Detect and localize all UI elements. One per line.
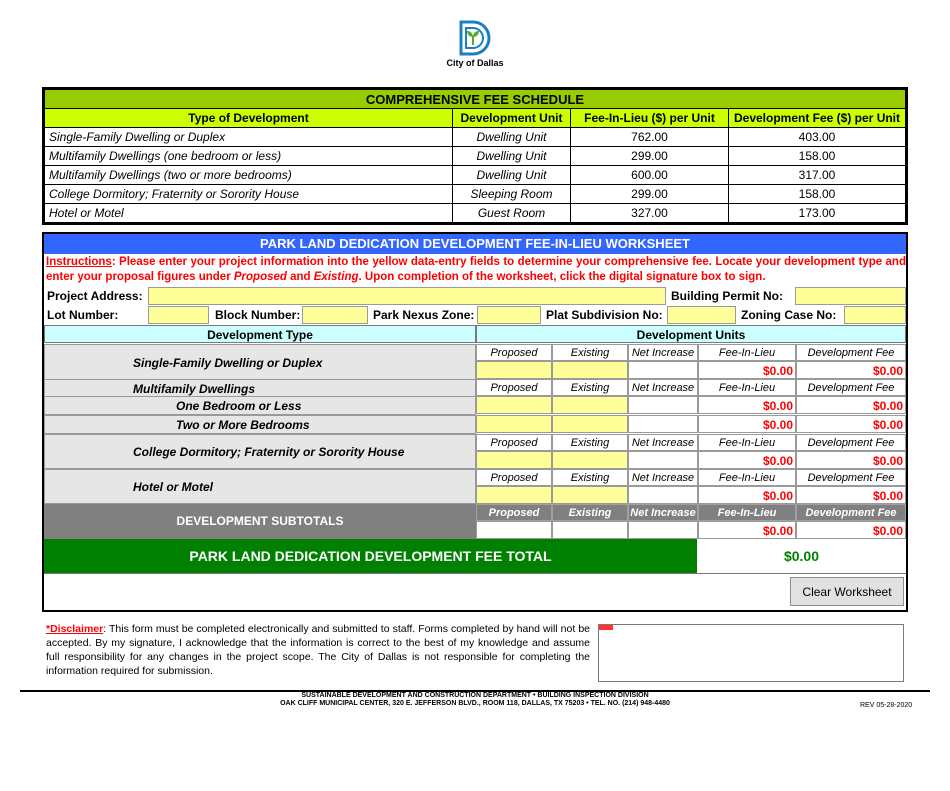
col-header-fee-in-lieu: Fee-In-Lieu ($) per Unit bbox=[571, 109, 729, 128]
row-type: Single-Family Dwelling or Duplex bbox=[45, 128, 453, 147]
hotel-motel-dev-fee: $0.00 bbox=[796, 486, 906, 504]
block-number-input[interactable] bbox=[302, 306, 368, 324]
plat-subdivision-input[interactable] bbox=[667, 306, 736, 324]
row-unit: Sleeping Room bbox=[453, 185, 571, 204]
park-nexus-zone-label: Park Nexus Zone: bbox=[373, 308, 475, 322]
row-fee-in-lieu: 299.00 bbox=[571, 185, 729, 204]
digital-signature-box[interactable] bbox=[598, 624, 904, 682]
subtotal-net-increase-header: Net Increase bbox=[628, 504, 698, 521]
row-unit: Dwelling Unit bbox=[453, 166, 571, 185]
row-fee-in-lieu: 600.00 bbox=[571, 166, 729, 185]
table-row bbox=[45, 166, 906, 185]
subtotal-proposed bbox=[476, 521, 552, 539]
college-dormitory-fee-in-lieu: $0.00 bbox=[698, 451, 796, 469]
worksheet-instructions bbox=[46, 255, 906, 285]
instructions-existing: Existing bbox=[313, 271, 359, 283]
instructions-proposed: Proposed bbox=[233, 271, 287, 283]
net-increase-header: Net Increase bbox=[628, 344, 698, 361]
instructions-and: and bbox=[286, 271, 314, 283]
row-unit: Guest Room bbox=[453, 204, 571, 223]
hotel-motel-row-label: Hotel or Motel bbox=[44, 469, 476, 504]
row-type: College Dormitory; Fraternity or Sorority House bbox=[45, 185, 453, 204]
instructions-label: Instructions bbox=[46, 256, 112, 268]
one-bedroom-fee-in-lieu: $0.00 bbox=[698, 396, 796, 414]
building-permit-input[interactable] bbox=[795, 287, 906, 305]
plat-subdivision-label: Plat Subdivision No: bbox=[546, 308, 663, 322]
fee-in-lieu-header: Fee-In-Lieu bbox=[698, 434, 796, 451]
two-bedrooms-net-increase bbox=[628, 415, 698, 433]
row-fee-in-lieu: 299.00 bbox=[571, 147, 729, 166]
building-permit-label: Building Permit No: bbox=[671, 289, 783, 303]
revision-date: REV 05-28-2020 bbox=[860, 702, 913, 709]
college-dormitory-net-increase bbox=[628, 451, 698, 469]
clear-worksheet-button[interactable]: Clear Worksheet bbox=[790, 577, 904, 606]
one-bedroom-existing-input[interactable] bbox=[552, 396, 628, 414]
proposed-header: Proposed bbox=[476, 379, 552, 396]
net-increase-header: Net Increase bbox=[628, 379, 698, 396]
row-type: Multifamily Dwellings (one bedroom or less) bbox=[45, 147, 453, 166]
row-dev-fee: 158.00 bbox=[729, 147, 906, 166]
development-type-header: Development Type bbox=[44, 325, 476, 343]
subtotal-fee-in-lieu-header: Fee-In-Lieu bbox=[698, 504, 796, 521]
development-fee-header: Development Fee bbox=[796, 379, 906, 396]
city-name: City of Dallas bbox=[446, 58, 504, 68]
divider bbox=[44, 573, 906, 574]
one-bedroom-dev-fee: $0.00 bbox=[796, 396, 906, 414]
development-subtotals-label: DEVELOPMENT SUBTOTALS bbox=[44, 504, 476, 539]
college-dormitory-row-label: College Dormitory; Fraternity or Sorority House bbox=[44, 434, 476, 469]
proposed-header: Proposed bbox=[476, 469, 552, 486]
table-row bbox=[45, 147, 906, 166]
footer-department: SUSTAINABLE DEVELOPMENT AND CONSTRUCTION DEPARTMENT • BUILDING INSPECTION DIVISION bbox=[301, 692, 649, 699]
subtotal-fee-in-lieu: $0.00 bbox=[698, 521, 796, 539]
two-bedrooms-proposed-input[interactable] bbox=[476, 415, 552, 433]
row-fee-in-lieu: 762.00 bbox=[571, 128, 729, 147]
existing-header: Existing bbox=[552, 379, 628, 396]
single-family-proposed-input[interactable] bbox=[476, 361, 552, 379]
subtotal-existing bbox=[552, 521, 628, 539]
footer-address: OAK CLIFF MUNICIPAL CENTER, 320 E. JEFFERSON BLVD., ROOM 118, DALLAS, TX 75203 • TEL. NO. (214) 948-4480 bbox=[280, 700, 670, 707]
instructions-text-b: . Upon completion of the worksheet, click the digital signature box to sign. bbox=[358, 271, 766, 283]
instructions-text-a: : Please enter your project information into the yellow data-entry fields to determine your comprehensive fee. Locate your development type and enter your proposal figures under bbox=[46, 256, 906, 283]
row-unit: Dwelling Unit bbox=[453, 147, 571, 166]
hotel-motel-fee-in-lieu: $0.00 bbox=[698, 486, 796, 504]
fee-total-value: $0.00 bbox=[783, 548, 820, 564]
existing-header: Existing bbox=[552, 344, 628, 361]
net-increase-header: Net Increase bbox=[628, 469, 698, 486]
project-address-label: Project Address: bbox=[47, 289, 143, 303]
fee-schedule-title: COMPREHENSIVE FEE SCHEDULE bbox=[45, 90, 906, 109]
lot-number-input[interactable] bbox=[148, 306, 209, 324]
development-fee-header: Development Fee bbox=[796, 469, 906, 486]
proposed-header: Proposed bbox=[476, 434, 552, 451]
two-bedrooms-existing-input[interactable] bbox=[552, 415, 628, 433]
table-row bbox=[45, 185, 906, 204]
college-dormitory-dev-fee: $0.00 bbox=[796, 451, 906, 469]
fee-in-lieu-header: Fee-In-Lieu bbox=[698, 469, 796, 486]
multifamily-row-label: Multifamily Dwellings bbox=[44, 379, 476, 397]
disclaimer-label: *Disclaimer bbox=[46, 623, 104, 635]
subtotal-dev-fee: $0.00 bbox=[796, 521, 906, 539]
one-bedroom-proposed-input[interactable] bbox=[476, 396, 552, 414]
hotel-motel-proposed-input[interactable] bbox=[476, 486, 552, 504]
hotel-motel-existing-input[interactable] bbox=[552, 486, 628, 504]
single-family-existing-input[interactable] bbox=[552, 361, 628, 379]
proposed-header: Proposed bbox=[476, 344, 552, 361]
fee-in-lieu-header: Fee-In-Lieu bbox=[698, 344, 796, 361]
row-dev-fee: 158.00 bbox=[729, 185, 906, 204]
disclaimer bbox=[46, 622, 590, 678]
fee-in-lieu-header: Fee-In-Lieu bbox=[698, 379, 796, 396]
single-family-dev-fee: $0.00 bbox=[796, 361, 906, 379]
one-bedroom-net-increase bbox=[628, 396, 698, 414]
single-family-row-label: Single-Family Dwelling or Duplex bbox=[44, 344, 476, 380]
two-bedrooms-dev-fee: $0.00 bbox=[796, 415, 906, 433]
college-dormitory-existing-input[interactable] bbox=[552, 451, 628, 469]
city-of-dallas-logo-icon bbox=[453, 18, 493, 58]
development-fee-header: Development Fee bbox=[796, 434, 906, 451]
subtotal-existing-header: Existing bbox=[552, 504, 628, 521]
existing-header: Existing bbox=[552, 434, 628, 451]
worksheet-panel bbox=[42, 232, 908, 612]
disclaimer-text: : This form must be completed electronically and submitted to staff. Forms completed by hand will not be accepted. By my signature, I acknowledge that the information is correct to the best of my knowledge and assume full responsibility for any changes in the project scope. The City of Dallas is not responsible for completing the information required for submission. bbox=[46, 623, 590, 677]
row-dev-fee: 317.00 bbox=[729, 166, 906, 185]
fee-schedule-table bbox=[42, 87, 908, 225]
subtotal-proposed-header: Proposed bbox=[476, 504, 552, 521]
net-increase-header: Net Increase bbox=[628, 434, 698, 451]
block-number-label: Block Number: bbox=[215, 308, 301, 322]
row-type: Multifamily Dwellings (two or more bedrooms) bbox=[45, 166, 453, 185]
row-fee-in-lieu: 327.00 bbox=[571, 204, 729, 223]
col-header-dev-fee: Development Fee ($) per Unit bbox=[729, 109, 906, 128]
fee-total-label: PARK LAND DEDICATION DEVELOPMENT FEE TOTAL bbox=[44, 539, 697, 573]
development-fee-header: Development Fee bbox=[796, 344, 906, 361]
two-bedrooms-fee-in-lieu: $0.00 bbox=[698, 415, 796, 433]
table-row bbox=[45, 128, 906, 147]
signature-flag-icon bbox=[599, 625, 613, 630]
table-row bbox=[45, 204, 906, 223]
project-address-input[interactable] bbox=[148, 287, 666, 305]
college-dormitory-proposed-input[interactable] bbox=[476, 451, 552, 469]
zoning-case-label: Zoning Case No: bbox=[741, 308, 837, 322]
col-header-type: Type of Development bbox=[45, 109, 453, 128]
row-unit: Dwelling Unit bbox=[453, 128, 571, 147]
single-family-net-increase bbox=[628, 361, 698, 379]
one-bedroom-row-label: One Bedroom or Less bbox=[44, 396, 476, 415]
zoning-case-input[interactable] bbox=[844, 306, 906, 324]
park-nexus-zone-input[interactable] bbox=[477, 306, 541, 324]
col-header-unit: Development Unit bbox=[453, 109, 571, 128]
development-units-header: Development Units bbox=[476, 325, 906, 343]
worksheet-title: PARK LAND DEDICATION DEVELOPMENT FEE-IN-LIEU WORKSHEET bbox=[44, 234, 906, 254]
hotel-motel-net-increase bbox=[628, 486, 698, 504]
row-dev-fee: 403.00 bbox=[729, 128, 906, 147]
two-bedrooms-row-label: Two or More Bedrooms bbox=[44, 415, 476, 434]
row-dev-fee: 173.00 bbox=[729, 204, 906, 223]
existing-header: Existing bbox=[552, 469, 628, 486]
subtotal-development-fee-header: Development Fee bbox=[796, 504, 906, 521]
lot-number-label: Lot Number: bbox=[47, 308, 119, 322]
row-type: Hotel or Motel bbox=[45, 204, 453, 223]
single-family-fee-in-lieu: $0.00 bbox=[698, 361, 796, 379]
subtotal-net-increase bbox=[628, 521, 698, 539]
